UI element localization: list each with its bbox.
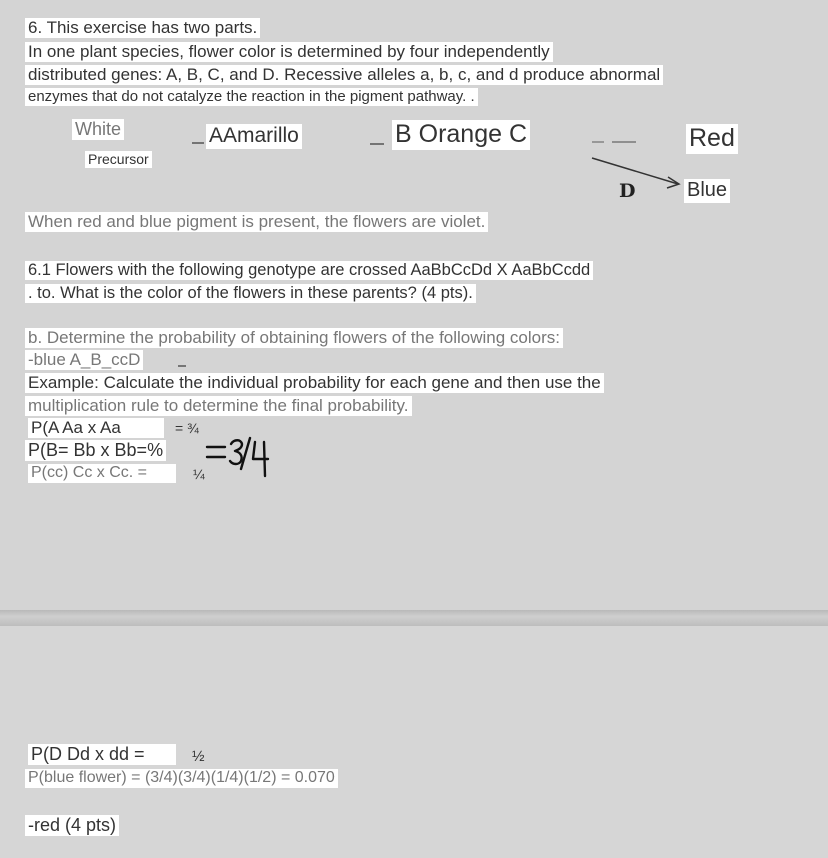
- intro-line-1: In one plant species, flower color is determined by four independently: [25, 42, 553, 62]
- probability-blue-flower: P(blue flower) = (3/4)(3/4)(1/4)(1/2) = 0.070: [25, 769, 338, 788]
- probability-a-value: = ¾: [175, 420, 199, 436]
- part-6-1-line-1: 6.1 Flowers with the following genotype are crossed AaBbCcDd X AaBbCcdd: [25, 261, 593, 280]
- pathway-amarillo: AAmarillo: [206, 124, 302, 149]
- part-b-line-1: b. Determine the probability of obtaining flowers of the following colors:: [25, 328, 563, 348]
- dash-c-mark: [590, 139, 638, 145]
- lower-section: [0, 626, 828, 858]
- intro-line-2: distributed genes: A, B, C, and D. Recessive alleles a, b, c, and d produce abnormal: [25, 65, 663, 85]
- dash-b-mark: [368, 141, 386, 147]
- probability-c-value: ¼: [193, 466, 205, 482]
- pathway-red: Red: [686, 124, 738, 154]
- section-divider: [0, 610, 828, 626]
- probability-b-label: P(B= Bb x Bb=%: [25, 440, 166, 461]
- probability-c-label: P(cc) Cc x Cc. =: [28, 464, 176, 483]
- part-b-blue-genotype: -blue A_B_ccD: [25, 350, 143, 370]
- probability-d-value: ½: [192, 748, 205, 765]
- probability-d-label: P(D Dd x dd =: [28, 744, 176, 765]
- pathway-blue: Blue: [684, 179, 730, 203]
- pathway-white: White: [72, 119, 124, 140]
- intro-line-3: enzymes that do not catalyze the reaction in the pigment pathway. .: [25, 88, 478, 106]
- dash-a-mark: [190, 140, 206, 146]
- part-b-example-line-1: Example: Calculate the individual probability for each gene and then use the: [25, 373, 604, 393]
- arrow-to-blue-icon: [588, 152, 684, 192]
- pathway-orange: B Orange C: [392, 120, 530, 150]
- pathway-precursor: Precursor: [85, 151, 152, 168]
- question-title: 6. This exercise has two parts.: [25, 18, 260, 38]
- part-6-1-line-2: . to. What is the color of the flowers in these parents? (4 pts).: [25, 284, 476, 303]
- probability-a-label: P(A Aa x Aa: [28, 418, 164, 438]
- handwritten-three-quarters: [204, 432, 276, 482]
- part-b-example-line-2: multiplication rule to determine the final probability.: [25, 396, 412, 416]
- underscore-mark: [176, 364, 188, 369]
- part-red-label: -red (4 pts): [25, 815, 119, 836]
- pathway-d-label: D: [619, 180, 636, 202]
- violet-note: When red and blue pigment is present, the flowers are violet.: [25, 212, 488, 232]
